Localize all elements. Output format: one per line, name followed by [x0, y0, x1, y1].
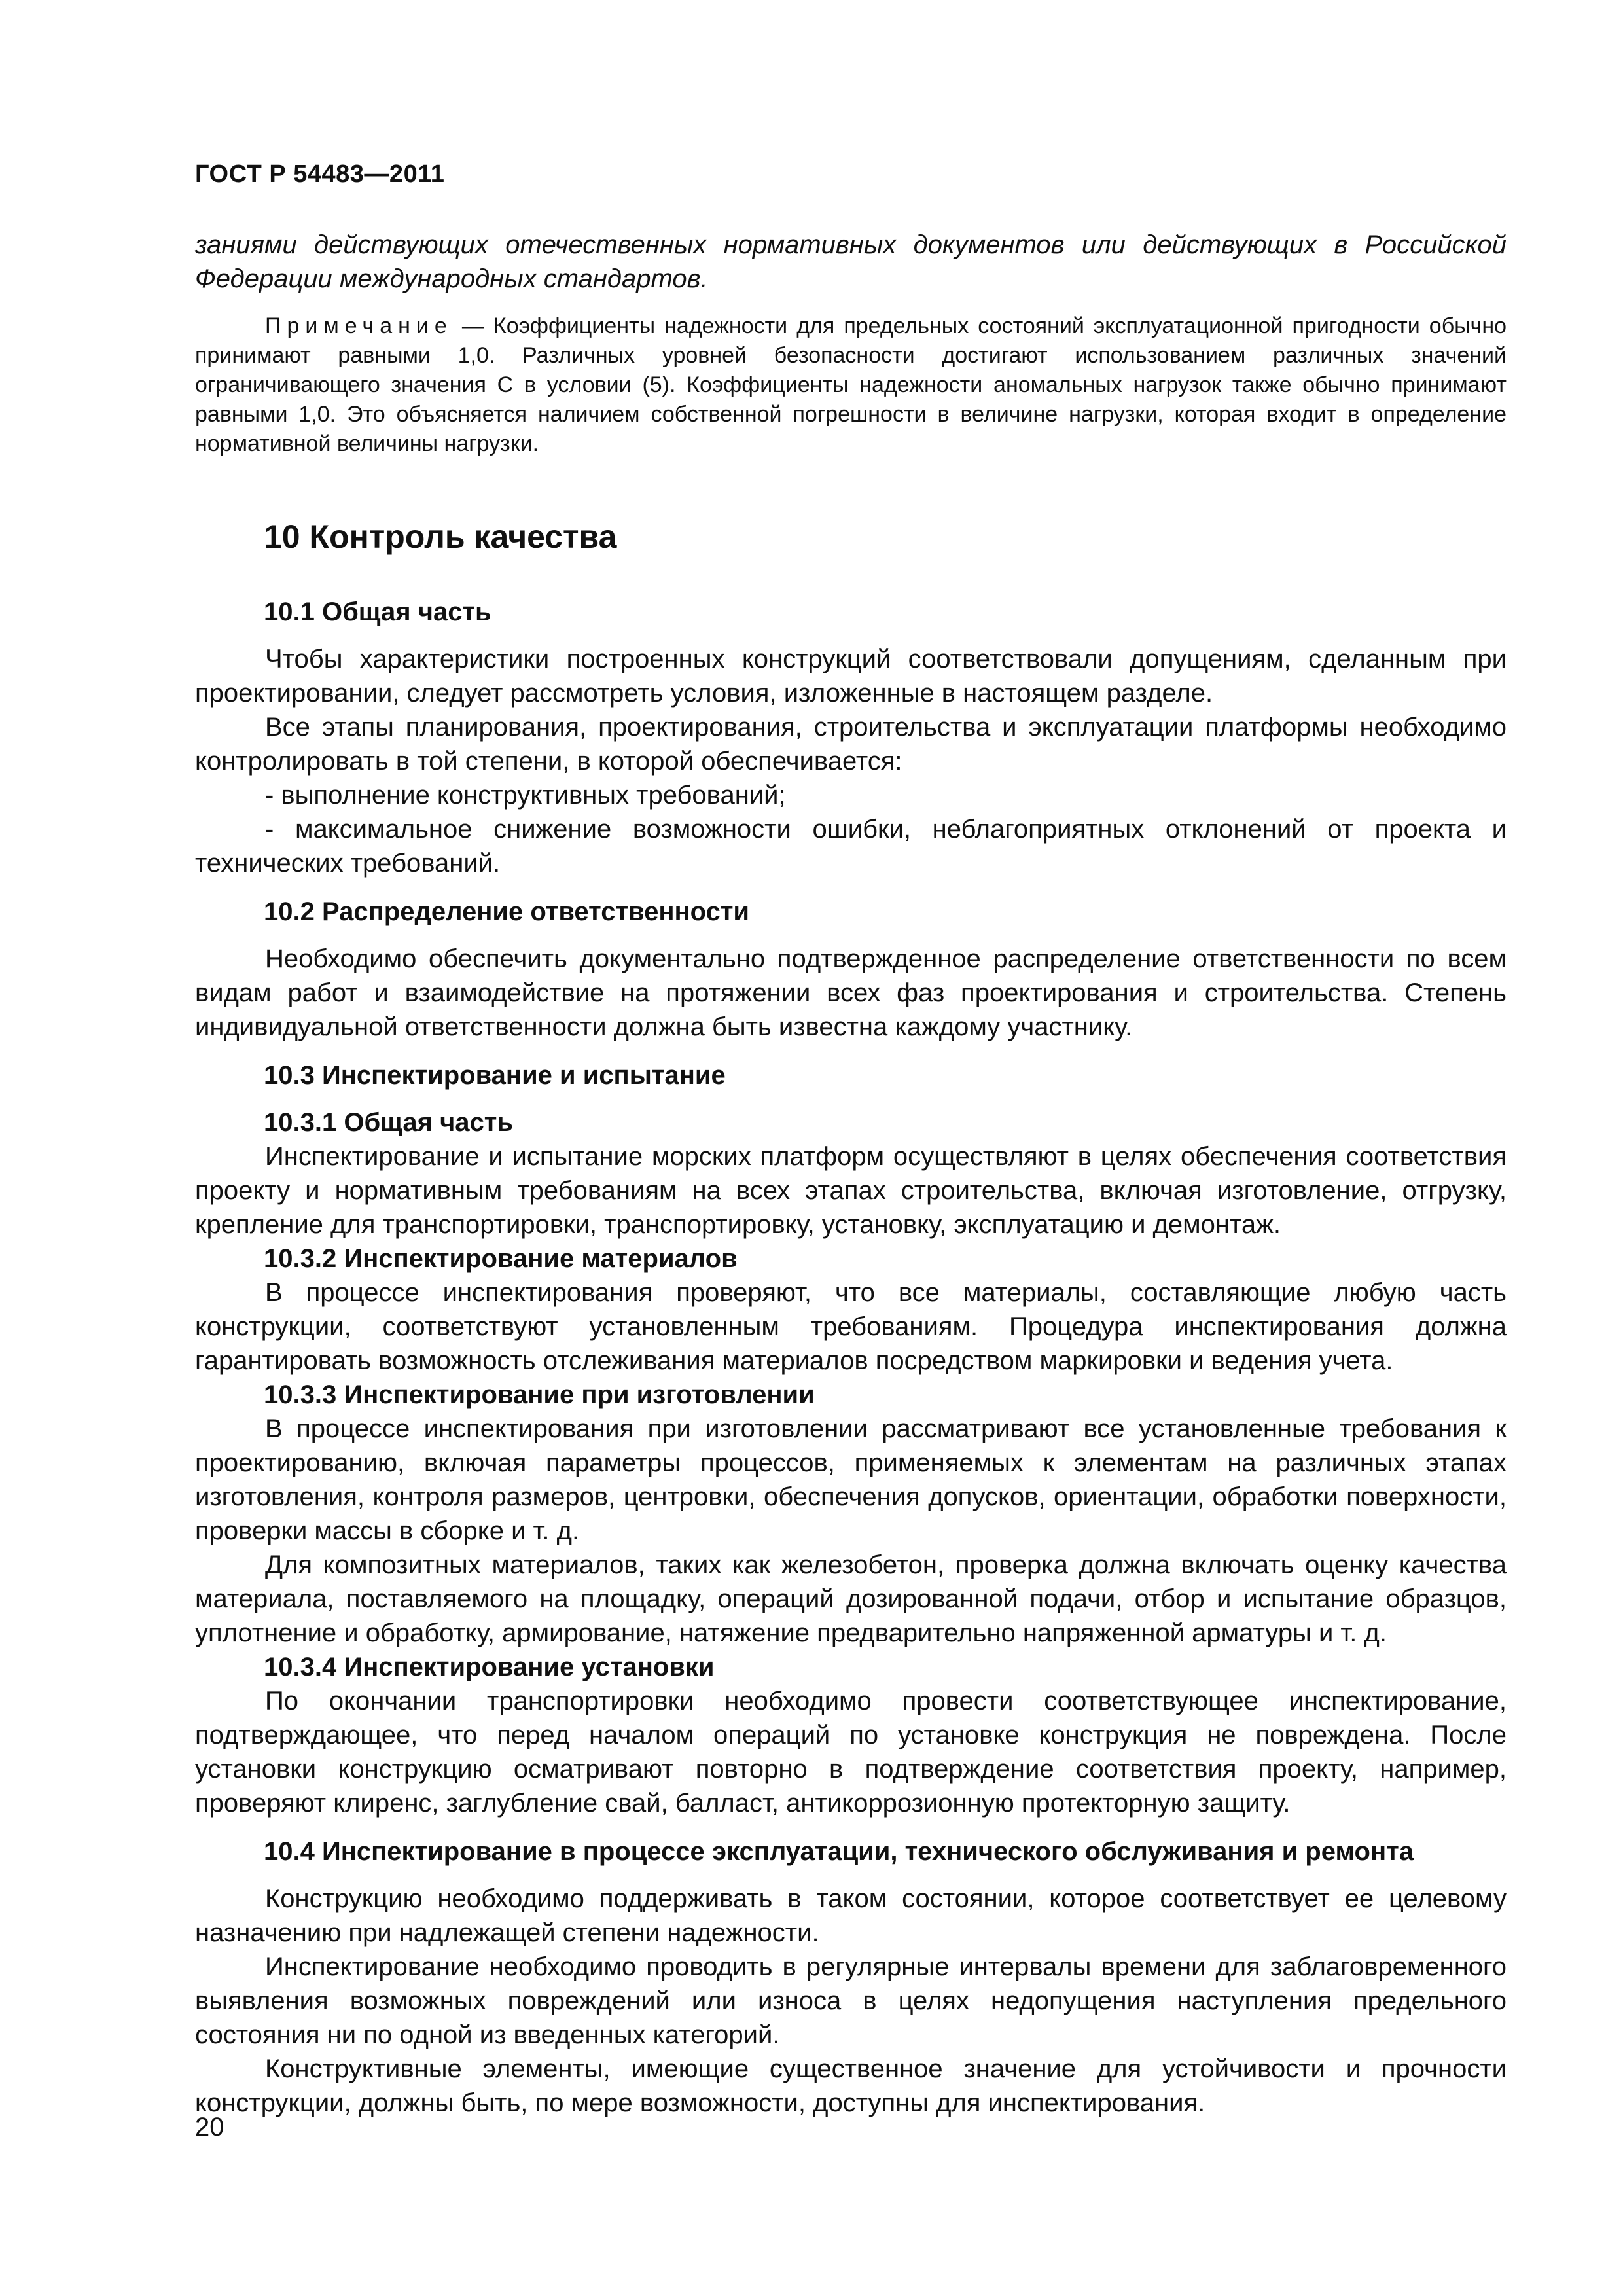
section-10-4-heading: 10.4 Инспектирование в процессе эксплуатации, технического обслуживания и ремонта	[264, 1837, 1414, 1866]
section-10-3-2-paragraph-1: В процессе инспектирования проверяют, что все материалы, составляющие любую часть конструкции, соответствуют установленным требованиям. Процедура инспектирования должна гарантировать возможность отслеживания материалов посредством маркировки и ведения учета.	[195, 1278, 1507, 1375]
document-code-header: ГОСТ Р 54483—2011	[195, 160, 445, 188]
section-10-heading: 10 Контроль качества	[264, 518, 617, 555]
list-item: - выполнение конструктивных требований;	[265, 781, 786, 810]
note-text: — Коэффициенты надежности для предельных состояний эксплуатационной пригодности обычно принимают равными 1,0. Различных уровней безопасности достигают использованием различных значений ограничивающего значения С в условии (5). Коэффициенты надежности аномальных нагрузок также обычно принимают равными 1,0. Это объясняется наличием собственной погрешности в величине нагрузки, которая входит в определение нормативной величины нагрузки.	[195, 314, 1507, 456]
section-10-3-4-heading: 10.3.4 Инспектирование установки	[264, 1653, 715, 1681]
section-10-2-paragraph-1: Необходимо обеспечить документально подтвержденное распределение ответственности по всем видам работ и взаимодействие на протяжении всех фаз проектирования и строительства. Степень индивидуальной ответственности должна быть известна каждому участнику.	[195, 944, 1507, 1041]
section-10-3-1-paragraph-1: Инспектирование и испытание морских платформ осуществляют в целях обеспечения соответствия проекту и нормативным требованиям на всех этапах строительства, включая изготовление, отгрузку, крепление для транспортировки, транспортировку, установку, эксплуатацию и демонтаж.	[195, 1142, 1507, 1239]
section-10-1-paragraph-1: Чтобы характеристики построенных конструкций соответствовали допущениям, сделанным при проектировании, следует рассмотреть условия, изложенные в настоящем разделе.	[195, 645, 1507, 708]
section-10-3-2-heading: 10.3.2 Инспектирование материалов	[264, 1244, 738, 1273]
section-10-3-3-paragraph-1: В процессе инспектирования при изготовлении рассматривают все установленные требования к проектированию, включая параметры процессов, применяемых к элементам на различных этапах изготовления, контроля размеров, центровки, обеспечения допусков, ориентации, обработки поверхности, проверки массы в сборке и т. д.	[195, 1414, 1507, 1545]
section-10-3-heading: 10.3 Инспектирование и испытание	[264, 1061, 726, 1090]
section-10-1-paragraph-2: Все этапы планирования, проектирования, строительства и эксплуатации платформы необходимо контролировать в той степени, в которой обеспечивается:	[195, 713, 1507, 776]
section-10-1-heading: 10.1 Общая часть	[264, 598, 491, 626]
document-page	[195, 160, 1507, 2120]
section-10-3-3-heading: 10.3.3 Инспектирование при изготовлении	[264, 1380, 815, 1409]
section-10-2-heading: 10.2 Распределение ответственности	[264, 897, 749, 926]
page-number: 20	[195, 2113, 224, 2142]
list-item: - максимальное снижение возможности ошибки, неблагоприятных отклонений от проекта и технических требований.	[195, 815, 1507, 878]
intro-paragraph: заниями действующих отечественных нормативных документов или действующих в Российской Федерации международных стандартов.	[195, 230, 1507, 293]
section-10-4-paragraph-3: Конструктивные элементы, имеющие существенное значение для устойчивости и прочности конструкции, должны быть, по мере возможности, доступны для инспектирования.	[195, 2054, 1507, 2117]
section-10-4-paragraph-2: Инспектирование необходимо проводить в регулярные интервалы времени для заблаговременного выявления возможных повреждений или износа в целях недопущения наступления предельного состояния ни по одной из введенных категорий.	[195, 1952, 1507, 2049]
section-10-3-4-paragraph-1: По окончании транспортировки необходимо провести соответствующее инспектирование, подтверждающее, что перед началом операций по установке конструкция не повреждена. После установки конструкцию осматривают повторно в подтверждение соответствия проекту, например, проверяют клиренс, заглубление свай, балласт, антикоррозионную протекторную защиту.	[195, 1687, 1507, 1818]
section-10-4-paragraph-1: Конструкцию необходимо поддерживать в таком состоянии, которое соответствует ее целевому назначению при надлежащей степени надежности.	[195, 1884, 1507, 1947]
note-label: Примечание	[265, 314, 453, 338]
note-paragraph	[195, 312, 1507, 459]
section-10-3-1-heading: 10.3.1 Общая часть	[264, 1108, 513, 1137]
section-10-3-3-paragraph-2: Для композитных материалов, таких как железобетон, проверка должна включать оценку качества материала, поставляемого на площадку, операций дозированной подачи, отбор и испытание образцов, уплотнение и обработку, армирование, натяжение предварительно напряженной арматуры и т. д.	[195, 1551, 1507, 1647]
